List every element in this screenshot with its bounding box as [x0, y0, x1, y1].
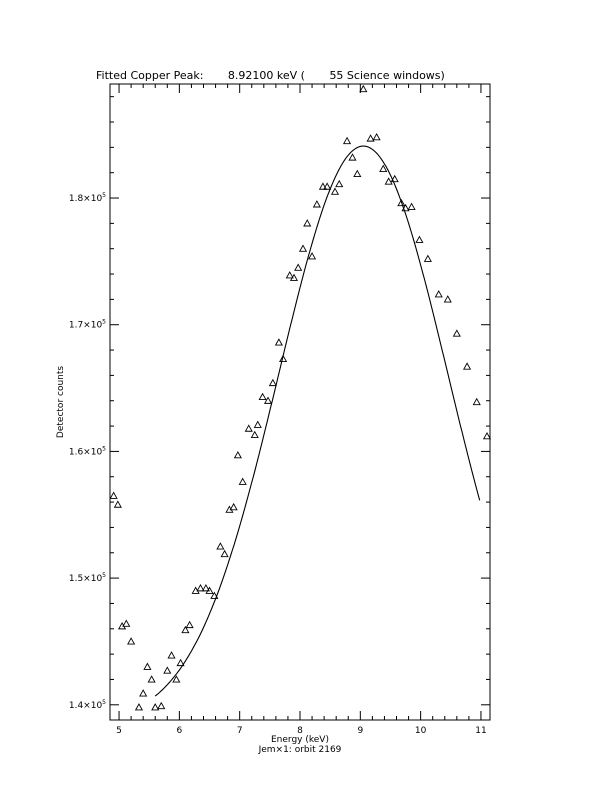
fit-curve: [155, 146, 480, 696]
data-point: [416, 237, 423, 243]
data-point: [385, 178, 392, 184]
data-point: [168, 652, 175, 658]
x-tick-label: 5: [116, 726, 122, 736]
data-point: [354, 171, 361, 177]
data-point: [123, 620, 130, 626]
data-point: [251, 432, 258, 438]
data-point: [230, 504, 237, 510]
data-point: [245, 425, 252, 431]
data-point: [110, 492, 117, 498]
data-point: [295, 264, 302, 270]
x-tick-label: 10: [414, 726, 427, 736]
data-point: [164, 667, 171, 673]
x-tick-label: 7: [236, 726, 243, 736]
y-axis-label: Detector counts: [56, 365, 66, 439]
data-point: [473, 399, 480, 405]
data-point: [332, 188, 339, 194]
x-axis-ticks: [116, 84, 486, 736]
y-tick-label: $1.6\times 10^5$: [68, 445, 106, 458]
data-point: [349, 154, 356, 160]
x-tick-label: 11: [475, 726, 487, 736]
data-point: [128, 638, 135, 644]
data-point: [484, 433, 491, 439]
data-point: [270, 380, 277, 386]
y-axis-ticks: [69, 97, 490, 711]
data-point: [444, 296, 451, 302]
y-tick-label: $1.7\times 10^5$: [68, 318, 106, 331]
chart-subtitle: Jem×1: orbit 2169: [258, 745, 342, 755]
x-tick-label: 6: [176, 726, 183, 736]
data-point: [136, 704, 143, 710]
data-point: [254, 422, 261, 428]
data-point: [217, 543, 224, 549]
data-point: [435, 291, 442, 297]
data-point: [373, 134, 380, 140]
data-point: [408, 204, 415, 210]
chart-title: Fitted Copper Peak: 8.92100 keV ( 55 Science windows): [96, 69, 445, 82]
data-point: [186, 622, 193, 628]
data-point: [425, 256, 432, 262]
y-tick-label: $1.4\times 10^5$: [68, 698, 106, 711]
x-tick-label: 8: [297, 726, 303, 736]
plot-frame: [110, 84, 490, 720]
data-point: [280, 356, 287, 362]
data-point: [309, 253, 316, 259]
plot-marks: [110, 86, 490, 710]
data-point: [286, 272, 293, 278]
data-point: [464, 363, 471, 369]
data-point: [239, 479, 246, 485]
data-point: [148, 676, 155, 682]
data-point: [259, 394, 266, 400]
data-point: [336, 181, 343, 187]
data-point: [221, 551, 228, 557]
x-tick-label: 9: [357, 726, 364, 736]
data-point: [454, 330, 461, 336]
data-point: [177, 660, 184, 666]
data-point: [300, 245, 307, 251]
data-point: [158, 703, 165, 709]
x-axis-label: Energy (keV): [271, 735, 329, 745]
data-point: [344, 138, 351, 144]
data-point: [235, 452, 242, 458]
data-point: [144, 663, 151, 669]
data-point: [304, 220, 311, 226]
data-point: [140, 690, 147, 696]
data-point: [314, 201, 321, 207]
y-tick-label: $1.5\times 10^5$: [68, 572, 106, 585]
data-point: [360, 86, 367, 92]
data-point: [276, 339, 283, 345]
data-point: [115, 501, 122, 507]
y-tick-label: $1.8\times 10^5$: [68, 192, 106, 205]
